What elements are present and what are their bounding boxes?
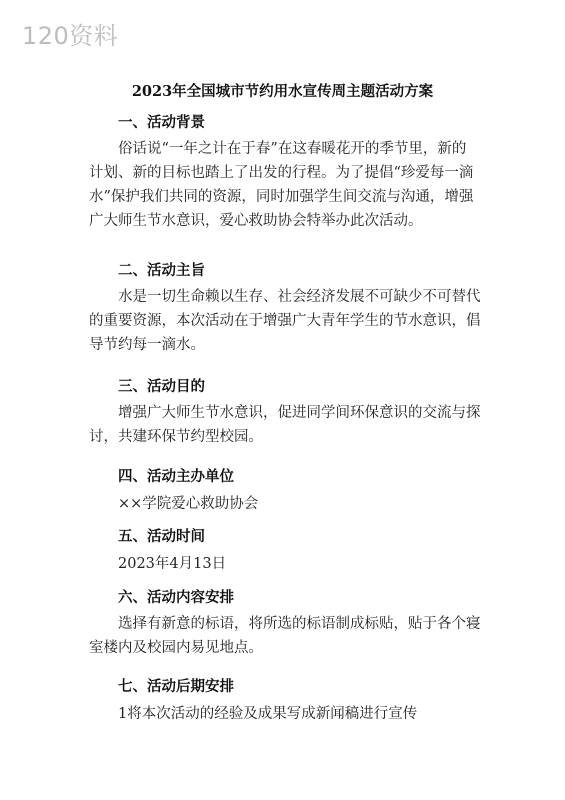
paragraph-line: 选择有新意的标语，将所选的标语制成标贴，贴于各个寝 bbox=[118, 616, 481, 632]
paragraph-line: 1将本次活动的经验及成果写成新闻稿进行宣传 bbox=[118, 706, 418, 722]
section-body-background bbox=[89, 137, 490, 233]
paragraph-line: 讨，共建环保节约型校园。 bbox=[89, 429, 263, 445]
paragraph-line: 导节约每一滴水。 bbox=[89, 337, 205, 353]
section-body-followup bbox=[118, 702, 490, 726]
watermark: 120资料 bbox=[22, 22, 119, 50]
document-title: 2023年全国城市节约用水宣传周主题活动方案 bbox=[131, 83, 434, 100]
section-body-purpose bbox=[89, 285, 490, 357]
paragraph-line: 的重要资源，本次活动在于增强广大青年学生的节水意识，倡 bbox=[89, 313, 481, 329]
section-body-goal bbox=[89, 401, 490, 449]
section-heading-organizer: 四、活动主办单位 bbox=[118, 468, 234, 485]
paragraph-line: 室楼内及校园内易见地点。 bbox=[89, 640, 263, 656]
paragraph-line: 2023年4月13日 bbox=[118, 556, 227, 572]
paragraph-line: 计划、新的目标也踏上了出发的行程。为了提倡“珍爱每一滴 bbox=[89, 165, 474, 181]
section-body-organizer bbox=[118, 492, 490, 516]
section-heading-followup: 七、活动后期安排 bbox=[118, 678, 234, 695]
section-heading-time: 五、活动时间 bbox=[118, 528, 205, 545]
paragraph-line: 水是一切生命赖以生存、社会经济发展不可缺少不可替代 bbox=[118, 289, 481, 305]
paragraph-line: 广大师生节水意识，爱心救助协会特举办此次活动。 bbox=[89, 213, 423, 229]
paragraph-line: 俗话说“一年之计在于春”在这春暖花开的季节里，新的 bbox=[118, 141, 467, 157]
section-heading-goal: 三、活动目的 bbox=[118, 378, 205, 395]
paragraph-line: 增强广大师生节水意识，促进同学间环保意识的交流与探 bbox=[118, 405, 481, 421]
paragraph-line: 水”保护我们共同的资源，同时加强学生间交流与沟通，增强 bbox=[89, 189, 474, 205]
paragraph-line: ××学院爱心救助协会 bbox=[118, 496, 259, 512]
section-heading-background: 一、活动背景 bbox=[118, 114, 205, 131]
section-heading-purpose: 二、活动主旨 bbox=[118, 262, 205, 279]
section-body-content bbox=[89, 612, 490, 660]
section-heading-content: 六、活动内容安排 bbox=[118, 589, 234, 606]
section-body-time bbox=[118, 552, 490, 576]
